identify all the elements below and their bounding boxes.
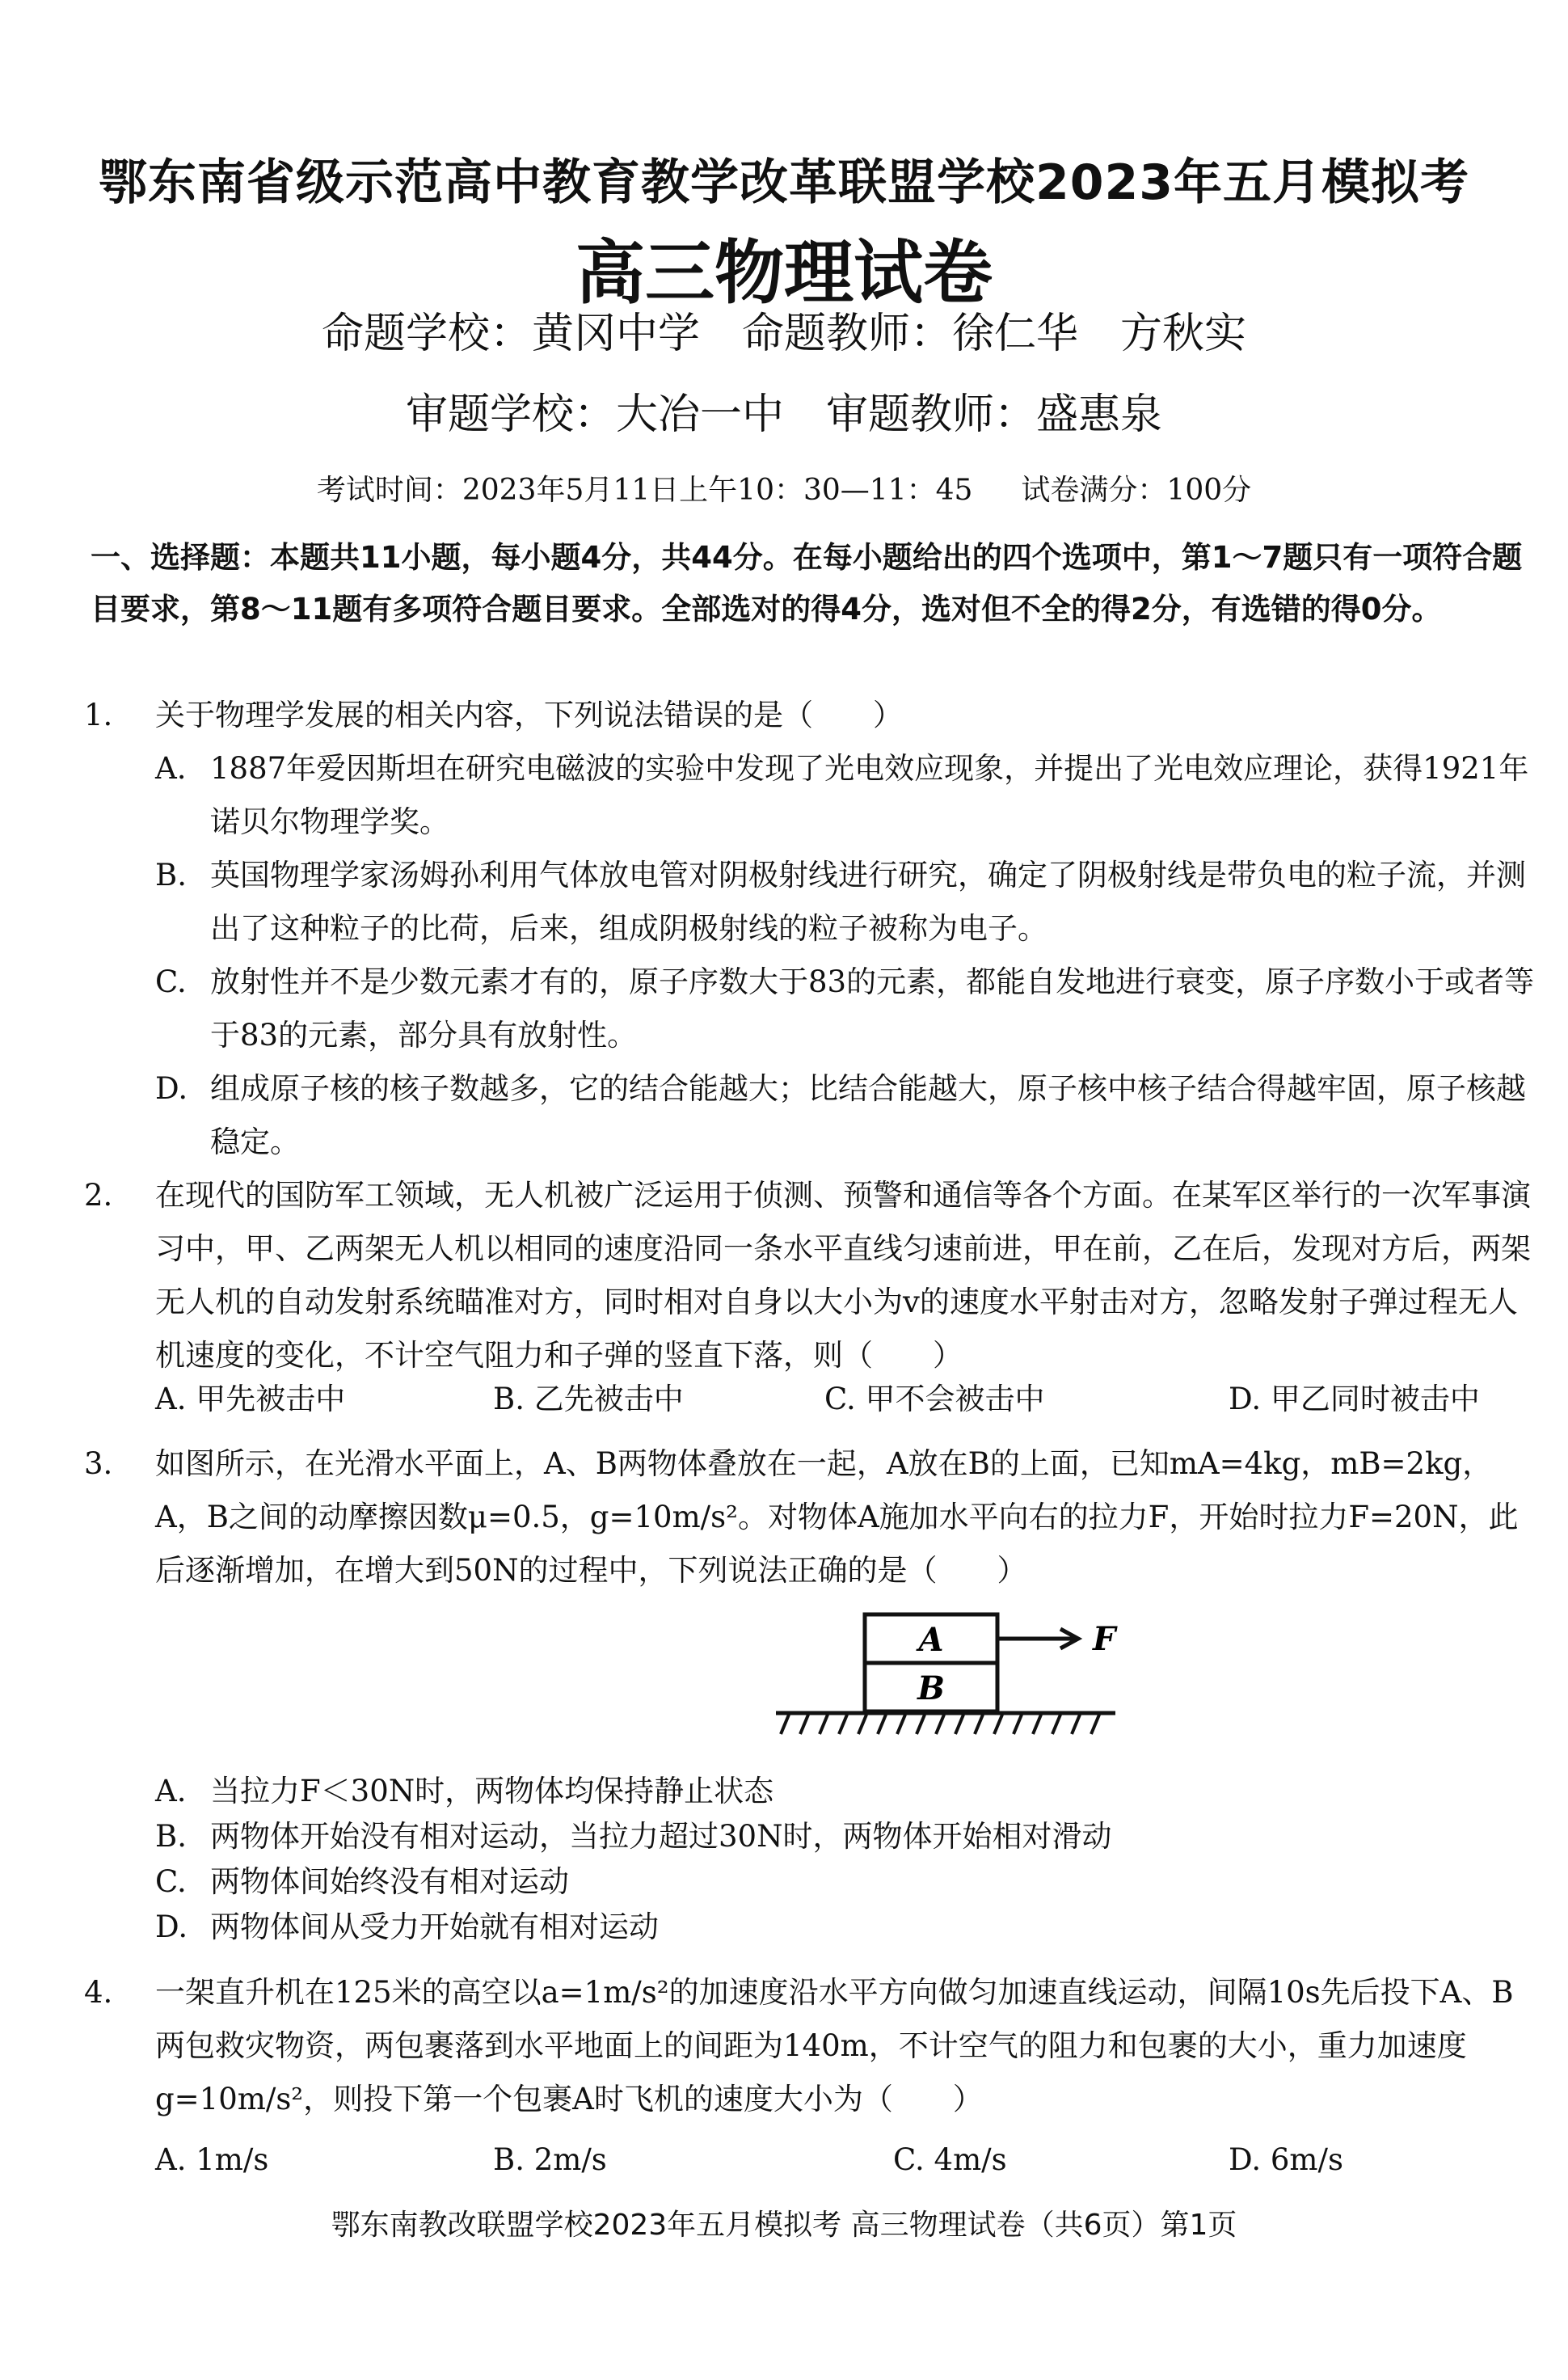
- proposer-line: [0, 299, 1568, 360]
- block-a-label: A: [918, 1621, 944, 1659]
- q1-option-b: [155, 849, 1539, 956]
- q2-option-c: [824, 1374, 1045, 1418]
- option-label: A.: [155, 1382, 187, 1416]
- option-label: C.: [155, 1864, 187, 1899]
- option-label: D.: [155, 1909, 188, 1944]
- q4-option-a: [155, 2142, 268, 2177]
- section-instructions: 一、选择题：本题共11小题，每小题4分，共44分。在每小题给出的四个选项中，第1～7题只有一项符合题目要求，第8～11题有多项符合题目要求。全部选对的得4分，选对但不全的得2分，有选错的得0分。: [91, 540, 1523, 627]
- option-label: C.: [155, 964, 187, 999]
- q3-option-c: [155, 1859, 1539, 1905]
- proposer-teachers: 命题教师：徐仁华 方秋实: [742, 310, 1247, 358]
- question-2: [84, 1169, 1539, 1382]
- option-text: 1887年爱因斯坦在研究电磁波的实验中发现了光电效应现象，并提出了光电效应理论，获得1921年诺贝尔物理学奖。: [210, 751, 1529, 839]
- option-text: 2m/s: [533, 2142, 607, 2177]
- force-label: F: [1093, 1620, 1116, 1658]
- option-label: B.: [155, 858, 187, 892]
- option-text: 甲先被击中: [196, 1382, 346, 1416]
- option-text: 英国物理学家汤姆孙利用气体放电管对阴极射线进行研究，确定了阴极射线是带负电的粒子流，并测出了这种粒子的比荷，后来，组成阴极射线的粒子被称为电子。: [210, 858, 1526, 946]
- option-label: B.: [493, 2142, 525, 2177]
- question-3: [84, 1437, 1539, 1597]
- option-label: D.: [1229, 2142, 1262, 2177]
- page-footer: 鄂东南教改联盟学校2023年五月模拟考 高三物理试卷（共6页）第1页: [331, 2209, 1237, 2242]
- proposer-school: 命题学校：黄冈中学: [321, 310, 700, 358]
- question-text: 一架直升机在125米的高空以a=1m/s²的加速度沿水平方向做匀加速直线运动，间隔10s先后投下A、B两包救灾物资，两包裹落到水平地面上的间距为140m，不计空气的阻力和包裹的大小，重力加速度g=10m/s²，则投下第一个包裹A时飞机的速度大小为（ ）: [155, 1975, 1514, 2116]
- q1-option-d: [155, 1062, 1539, 1169]
- option-label: B.: [493, 1382, 525, 1416]
- option-text: 甲不会被击中: [865, 1382, 1045, 1416]
- option-text: 两物体间从受力开始就有相对运动: [210, 1909, 659, 1944]
- question-number: 1.: [84, 698, 113, 732]
- q4-option-c: [893, 2142, 1007, 2177]
- question-text: 关于物理学发展的相关内容，下列说法错误的是（ ）: [155, 698, 903, 732]
- block-b-label: B: [917, 1669, 945, 1707]
- option-label: C.: [893, 2142, 925, 2177]
- q1-option-c: [155, 956, 1539, 1062]
- option-label: A.: [155, 1774, 187, 1808]
- exam-time: 考试时间：2023年5月11日上午10：30—11：45: [316, 474, 973, 507]
- option-text: 当拉力F＜30N时，两物体均保持静止状态: [210, 1774, 774, 1808]
- reviewer-line: [0, 380, 1568, 441]
- option-text: 乙先被击中: [533, 1382, 684, 1416]
- option-label: D.: [155, 1071, 188, 1106]
- q2-option-d: [1229, 1374, 1480, 1418]
- question-1: [84, 689, 1539, 742]
- q2-option-a: [155, 1374, 345, 1418]
- exam-header-title: 鄂东南省级示范高中教育教学改革联盟学校2023年五月模拟考: [99, 154, 1469, 211]
- option-text: 甲乙同时被击中: [1270, 1382, 1480, 1416]
- ground-hatch: [781, 1715, 1099, 1734]
- option-text: 两物体间始终没有相对运动: [210, 1864, 569, 1899]
- option-text: 两物体开始没有相对运动，当拉力超过30N时，两物体开始相对滑动: [210, 1819, 1112, 1854]
- question-number: 4.: [84, 1975, 113, 2010]
- option-label: A.: [155, 2142, 187, 2177]
- option-text: 6m/s: [1270, 2142, 1343, 2177]
- exam-info: [0, 467, 1568, 508]
- q3-option-b: [155, 1814, 1539, 1859]
- exam-score: 试卷满分：100分: [1021, 474, 1252, 507]
- exam-subject-title: 高三物理试卷: [575, 233, 993, 314]
- q1-option-a: [155, 742, 1539, 849]
- option-text: 组成原子核的核子数越多，它的结合能越大；比结合能越大，原子核中核子结合得越牢固，原子核越稳定。: [210, 1071, 1526, 1159]
- question-4: [84, 1966, 1539, 2126]
- option-text: 放射性并不是少数元素才有的，原子序数大于83的元素，都能自发地进行衰变，原子序数小于或者等于83的元素，部分具有放射性。: [210, 964, 1535, 1053]
- option-label: D.: [1229, 1382, 1262, 1416]
- q2-option-b: [493, 1374, 684, 1418]
- question-text: 在现代的国防军工领域，无人机被广泛运用于侦测、预警和通信等各个方面。在某军区举行的一次军事演习中，甲、乙两架无人机以相同的速度沿同一条水平直线匀速前进，甲在前，乙在后，发现对方后，两架无人机的自动发射系统瞄准对方，同时相对自身以大小为v的速度水平射击对方，忽略发射子弹过程无人机速度的变化，不计空气阻力和子弹的竖直下落，则（ ）: [155, 1178, 1531, 1373]
- reviewer-school: 审题学校：大冶一中: [405, 390, 784, 439]
- q4-option-b: [493, 2142, 607, 2177]
- q3-option-a: [155, 1769, 1539, 1814]
- q4-option-d: [1229, 2142, 1343, 2177]
- option-label: C.: [824, 1382, 856, 1416]
- question-number: 3.: [84, 1446, 113, 1481]
- question-number: 2.: [84, 1178, 113, 1213]
- block-diagram: [768, 1605, 1140, 1750]
- option-text: 4m/s: [934, 2142, 1007, 2177]
- option-text: 1m/s: [196, 2142, 269, 2177]
- reviewer-teacher: 审题教师：盛惠泉: [826, 390, 1163, 439]
- question-text: 如图所示，在光滑水平面上，A、B两物体叠放在一起，A放在B的上面，已知mA=4kg，mB=2kg，A，B之间的动摩擦因数μ=0.5，g=10m/s²。对物体A施加水平向右的拉力F，开始时拉力F=20N，此后逐渐增加，在增大到50N的过程中，下列说法正确的是（ ）: [155, 1446, 1519, 1588]
- option-label: B.: [155, 1819, 187, 1854]
- option-label: A.: [155, 751, 187, 786]
- q3-option-d: [155, 1905, 1539, 1950]
